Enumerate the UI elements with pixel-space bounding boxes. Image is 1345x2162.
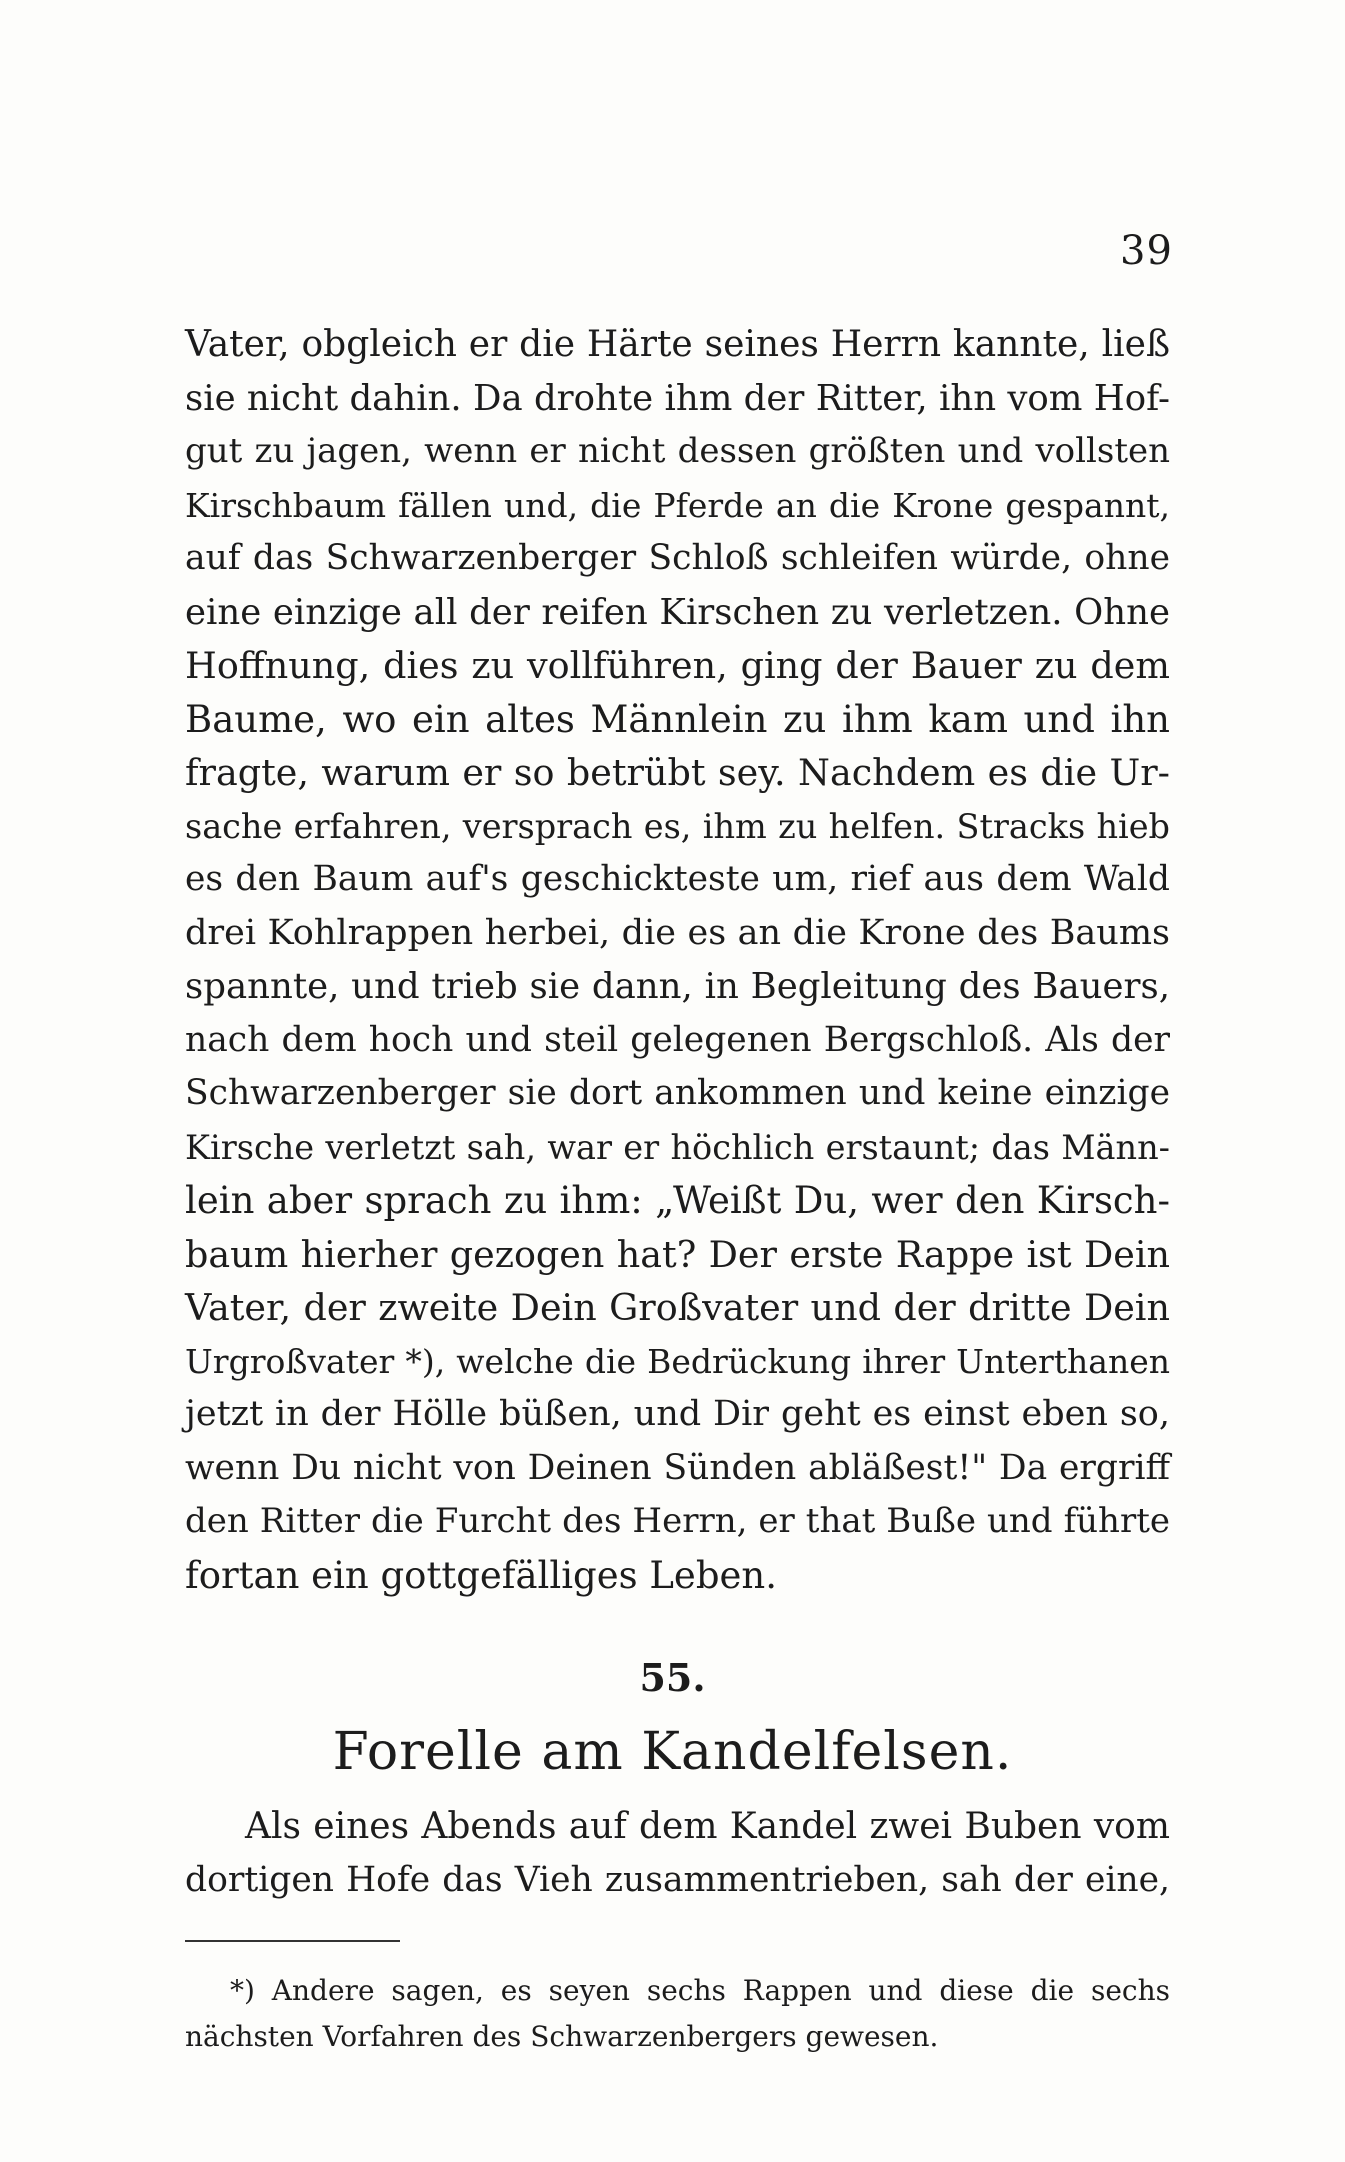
page-number: 39 [1120, 228, 1173, 274]
body-line: fortan ein gottgefälliges Leben. [185, 1553, 777, 1597]
section-line: dortigen Hofe das Vieh zusammentrieben, sah der eine, [185, 1859, 1170, 1900]
body-line: sie nicht dahin. Da drohte ihm der Ritter, ihn vom Hof- [185, 377, 1170, 419]
body-line: Kirsche verletzt sah, war er höchlich erstaunt; das Männ- [185, 1127, 1170, 1167]
footnote-line: *) Andere sagen, es seyen sechs Rappen und diese die sechs [230, 1974, 1170, 2007]
footnote-line: nächsten Vorfahren des Schwarzenbergers gewesen. [185, 2020, 939, 2053]
body-line: nach dem hoch und steil gelegenen Bergschloß. Als der [185, 1019, 1170, 1060]
body-line: drei Kohlrappen herbei, die es an die Krone des Baums [185, 912, 1170, 953]
body-line: jetzt in der Hölle büßen, und Dir geht es einst eben so, [185, 1394, 1170, 1434]
body-line: eine einzige all der reifen Kirschen zu verletzen. Ohne [185, 591, 1170, 633]
section-line: Als eines Abends auf dem Kandel zwei Buben vom [245, 1806, 1170, 1847]
footnote-divider [185, 1940, 400, 1942]
body-line: baum hierher gezogen hat? Der erste Rappe ist Dein [185, 1232, 1170, 1276]
body-line: Schwarzenberger sie dort ankommen und keine einzige [185, 1073, 1170, 1113]
body-line: auf das Schwarzenberger Schloß schleifen würde, ohne [185, 538, 1170, 578]
body-line: den Ritter die Furcht des Herrn, er that Buße und führte [185, 1501, 1170, 1541]
body-text [185, 318, 1170, 1602]
body-line: Vater, obgleich er die Härte seines Herrn kannte, ließ [185, 324, 1170, 365]
body-line: gut zu jagen, wenn er nicht dessen größten und vollsten [185, 431, 1170, 471]
body-line: Baume, wo ein altes Männlein zu ihm kam und ihn [185, 697, 1170, 741]
body-line: spannte, und trieb sie dann, in Begleitung des Bauers, [185, 966, 1170, 1007]
section-title: Forelle am Kandelfelsen. [332, 1722, 1013, 1782]
body-line: Hoffnung, dies zu vollführen, ging der Bauer zu dem [185, 644, 1170, 687]
body-line: lein aber sprach zu ihm: „Weißt Du, wer den Kirsch- [185, 1179, 1170, 1222]
section-text [185, 1800, 1170, 1907]
body-line: Urgroßvater *), welche die Bedrückung ihrer Unterthanen [185, 1341, 1170, 1381]
body-line: es den Baum auf's geschickteste um, rief aus dem Wald [185, 859, 1170, 899]
section-number: 55. [639, 1655, 706, 1700]
body-line: Kirschbaum fällen und, die Pferde an die Krone gespannt, [185, 485, 1170, 525]
footnote [185, 1968, 1170, 2060]
body-line: sache erfahren, versprach es, ihm zu helfen. Stracks hieb [185, 806, 1170, 846]
body-line: fragte, warum er so betrübt sey. Nachdem es die Ur- [185, 751, 1170, 794]
body-line: wenn Du nicht von Deinen Sünden abläßest!" Da ergriff [185, 1447, 1170, 1488]
body-line: Vater, der zweite Dein Großvater und der dritte Dein [185, 1286, 1170, 1329]
